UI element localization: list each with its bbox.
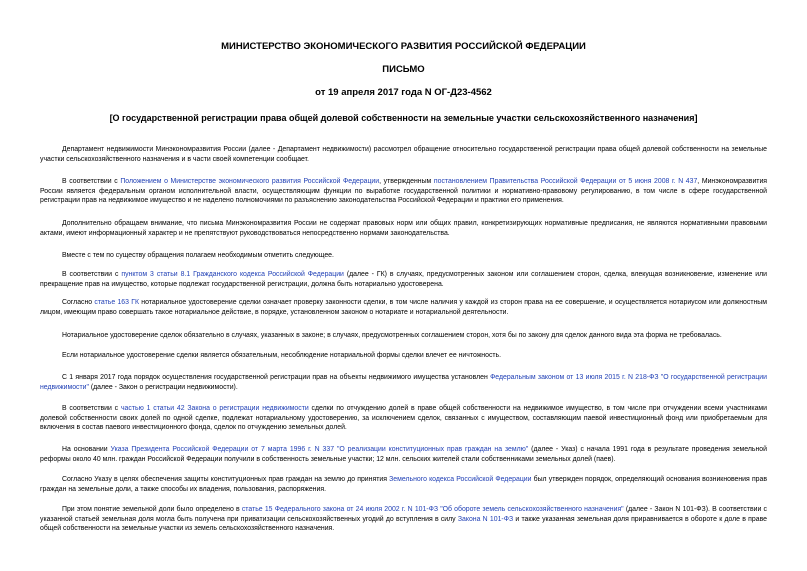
link-regulation-ministry[interactable]: Положением о Министерстве экономического развития Российской Федерации — [120, 178, 380, 185]
text: На основании — [62, 446, 111, 453]
text: Согласно Указу в целях обеспечения защиты конституционных прав граждан на землю до принятия — [62, 476, 390, 483]
paragraph-notary-required — [40, 331, 767, 341]
link-civil-code-article-8-1[interactable]: пунктом 3 статьи 8.1 Гражданского кодекса Российской Федерации — [121, 271, 344, 278]
text: (далее - Закон о регистрации недвижимости). — [88, 383, 238, 391]
text: (далее - Указ) с начала 1991 года в результате проведения земельной реформы около 40 млн. граждан Российской Федерации получили в собственность земельные участки; 12 млн. сельских жителей стали собственниками земельных долей (паев). — [40, 446, 767, 463]
link-law-101-article-15[interactable]: статье 15 Федерального закона от 24 июля 2002 г. N 101-ФЗ "Об обороте земель сельскохозяйственного назначения" — [241, 506, 624, 513]
link-article-42-part-1[interactable]: частью 1 статьи 42 Закона о регистрации недвижимости — [120, 405, 309, 412]
link-land-code[interactable]: Земельного кодекса Российской Федерации — [389, 476, 532, 483]
text: С 1 января 2017 года порядок осуществления государственной регистрации прав на объекты недвижимого имущества установлен — [62, 374, 491, 381]
text: При этом понятие земельной доли было определено в — [62, 506, 242, 513]
link-federal-law-218[interactable]: Федеральным законом от 13 июля 2015 г. N 218-ФЗ "О государственной регистрации недвижимости" — [40, 374, 767, 391]
text: Если нотариальное удостоверение сделки является обязательным, несоблюдение нотариальной формы сделки влечет ее ничтожность. — [62, 352, 502, 359]
paragraph-presidential-decree — [40, 445, 767, 464]
text: и также указанная земельная доля приравнивается в обороте к доле в праве общей собственности на земельные участки из земель сельскохозяйственного назначения. — [40, 515, 767, 533]
text: (далее - Закон N 101-ФЗ). В соответствии с указанной статьей земельная доля могла быть получена при приватизации сельскохозяйственных угодий до вступления в силу — [40, 506, 767, 523]
text: Вместе с тем по существу обращения полагаем необходимым отметить следующее. — [62, 252, 334, 259]
paragraph-intro — [40, 145, 767, 164]
paragraph-article-163 — [40, 298, 767, 317]
paragraph-nullity — [40, 351, 767, 361]
text: , Минэкономразвития России является федеральным органом исполнительной власти, осуществляющим функции по выработке государственной политики и нормативно-правовому регулированию, в том числе в сфере государственной регистрации прав на недвижимое имущество и не наделено полномочиями по разъяснению законодательства Российской Федерации и практики его применения. — [40, 178, 768, 205]
text: В соответствии с — [62, 178, 121, 185]
paragraph-law-218 — [40, 373, 767, 392]
link-law-101[interactable]: Закона N 101-ФЗ — [457, 515, 514, 523]
text: Департамент недвижимости Минэкономразвития России (далее - Департамент недвижимости) рассмотрел обращение относительно государственной регистрации права общей долевой собственности на земельные участки сельскохозяйственного назначения и в части своей компетенции сообщает. — [40, 146, 767, 163]
text: Нотариальное удостоверение сделок обязательно в случаях, указанных в законе; в случаях, предусмотренных соглашением сторон, хотя бы по закону для сделок данного вида эта форма не требовалась. — [62, 332, 722, 339]
text: Дополнительно обращаем внимание, что письма Минэкономразвития России не содержат правовых норм или общих правил, конкретизирующих нормативные предписания, не являются нормативными правовыми актами, имеют информационный характер и не препятствуют руководствоваться непосредственно нормами законодательства. — [40, 220, 767, 237]
paragraph-land-code — [40, 475, 767, 494]
text: (далее - ГК) в случаях, предусмотренных законом или соглашением сторон, сделка, влекущая возникновение, изменение или прекращение прав на имущество, которые подлежат государственной регистрации, должна быть нотариально удостоверена. — [40, 271, 767, 288]
document-subject: [О государственной регистрации права общей долевой собственности на земельные участки сельскохозяйственного назначения] — [109, 113, 698, 123]
paragraph-letters-status — [40, 219, 767, 238]
paragraph-article-42 — [40, 404, 767, 433]
link-presidential-decree-337[interactable]: Указа Президента Российской Федерации от 7 марта 1996 г. N 337 "О реализации конституционных прав граждан на землю" — [110, 446, 529, 453]
paragraph-civil-code-8-1 — [40, 270, 767, 289]
ministry-heading: МИНИСТЕРСТВО ЭКОНОМИЧЕСКОГО РАЗВИТИЯ РОССИЙСКОЙ ФЕДЕРАЦИИ — [221, 41, 586, 52]
paragraph-land-share — [40, 505, 767, 534]
text: , утвержденным — [379, 178, 434, 185]
text: нотариальное удостоверение сделки означает проверку законности сделки, в том числе наличия у каждой из сторон права на ее совершение, и осуществляется нотариусом или должностным лицом, имеющим право совершать такое нотариальное действие, в порядке, установленном законом о нотариате и нотариальной деятельности. — [40, 299, 767, 316]
text: был утвержден порядок, определяющий основания возникновения прав граждан на земельные доли, а также способы их владения, пользования, распоряжения. — [40, 476, 768, 493]
document-date-number: от 19 апреля 2017 года N ОГ-Д23-4562 — [315, 87, 492, 98]
text: сделки по отчуждению долей в праве общей собственности на недвижимое имущество, в том числе при отчуждении всеми участниками долевой собственности своих долей по одной сделке, подлежат нотариальному удостоверению, за исключением сделок, связанных с имуществом, составляющим паевой инвестиционный фонд или приобретаемым для включения в состав паевого инвестиционного фонда, сделок по отчуждению земельных долей. — [40, 405, 768, 432]
link-article-163[interactable]: статье 163 ГК — [94, 299, 139, 306]
paragraph-substance — [40, 251, 767, 261]
paragraph-competence — [40, 177, 767, 206]
text: В соответствии с — [62, 405, 121, 412]
text: В соответствии с — [62, 271, 122, 278]
link-government-decree-437[interactable]: постановлением Правительства Российской Федерации от 5 июня 2008 г. N 437 — [433, 178, 698, 185]
text: Согласно — [62, 299, 95, 306]
document-type: ПИСЬМО — [382, 64, 425, 75]
